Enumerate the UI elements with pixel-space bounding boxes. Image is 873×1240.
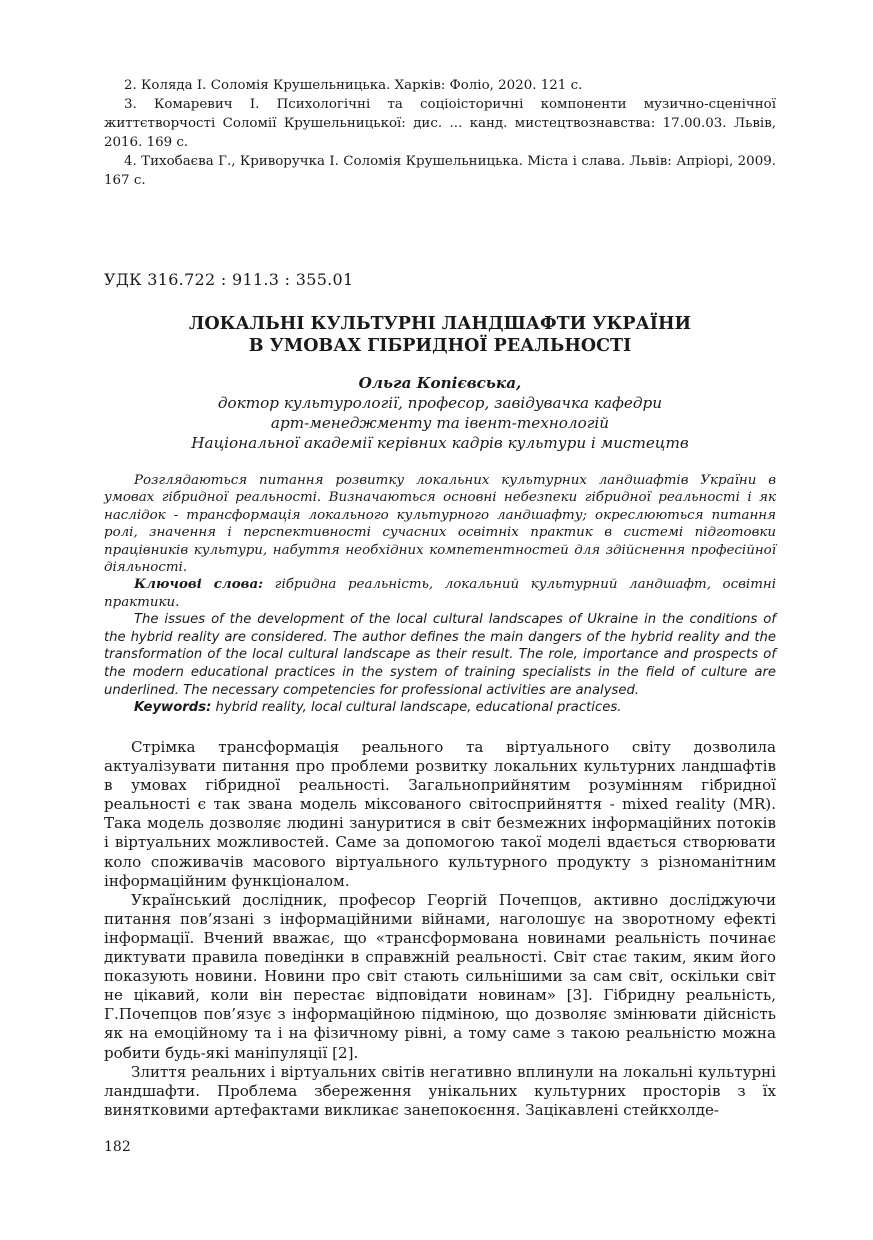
- reference-item: 4. Тихобаєва Г., Криворучка І. Соломія Крушельницька. Міста і слава. Львів: Апріорі, 2009. 167 с.: [104, 154, 776, 188]
- abstract-en: The issues of the development of the local cultural landscapes of Ukraine in the conditions of the hybrid reality are considered. The author defines the main dangers of the hybrid reality and the transformation of the local cultural landscape as their result. The role, importance and prospects of the modern educational practices in the system of training specialists in the field of culture are underlined. The necessary competencies for professional activities are analysed.: [104, 612, 776, 698]
- body-paragraph: Стрімка трансформація реального та віртуального світу дозволила актуалізувати питання про проблеми розвитку локальних культурних ландшафтів в умовах гібридної реальності. Загальноприйнятим розумінням гібридної реальності є так звана модель міксованого світосприйняття - mixed reality (MR). Така модель дозволяє людині зануритися в світ безмежних інформаційних потоків і віртуальних можливостей. Саме за допомогою такої моделі вдається створювати коло споживачів масового віртуального культурного продукту з різноманітним інформаційним функціоналом.: [104, 738, 776, 890]
- page-number: 182: [104, 1139, 131, 1155]
- udk-code: УДК 316.722 : 911.3 : 355.01: [104, 270, 354, 289]
- body-paragraph: Злиття реальних і віртуальних світів негативно вплинули на локальні культурні ландшафти. Проблема збереження унікальних культурних просторів з їх винятковими артефактами викликає занепокоєння. Зацікавлені стейкхолде-: [104, 1062, 776, 1119]
- keywords-label: Ключові слова:: [134, 576, 264, 593]
- abstract: [104, 472, 776, 717]
- reference-item: 2. Коляда І. Соломія Крушельницька. Харків: Фоліо, 2020. 121 с.: [124, 78, 583, 93]
- keywords-text: hybrid reality, local cultural landscape, educational practices.: [211, 700, 622, 716]
- keywords-label: Keywords:: [134, 700, 212, 716]
- reference-list: [104, 76, 776, 190]
- keywords-text: гібридна реальність, локальний культурний ландшафт, освітні практики.: [104, 577, 776, 610]
- author-affiliation: доктор культурології, професор, завідувачка кафедри: [217, 394, 663, 412]
- title-line: В УМОВАХ ГІБРИДНОЇ РЕАЛЬНОСТІ: [248, 336, 632, 356]
- abstract-uk: Розглядаються питання розвитку локальних культурних ландшафтів України в умовах гібридної реальності. Визначаються основні небезпеки гібридної реальності і як наслідок - трансформація локального культурного ландшафту; окреслюються питання ролі, значення і перспективності сучасних освітніх практик в системі підготовки працівників культури, набуття необхідних компетентностей для здійснення професійної діяльності.: [104, 473, 776, 576]
- keywords-uk: [104, 576, 776, 611]
- reference-item: 3. Комаревич І. Психологічні та соціоісторичні компоненти музично-сценічної життєтворчості Соломії Крушельницької: дис. ... канд. мистецтвознавства: 17.00.03. Львів, 2016. 169 с.: [104, 97, 776, 150]
- keywords-en: [104, 699, 776, 717]
- author-name: Ольга Копієвська,: [358, 374, 522, 392]
- author-affiliation: Національної академії керівних кадрів культури і мистецтв: [191, 434, 689, 452]
- body-paragraph: Український дослідник, професор Георгій Почепцов, активно досліджуючи питання пов’язані з інформаційними війнами, наголошує на зворотному ефекті інформації. Вчений вважає, що «трансформована новинами реальність починає диктувати правила поведінки в справжній реальності. Світ стає таким, яким його показують новини. Новини про світ стають сильнішими за сам світ, оскільки світ не цікавий, коли він перестає відповідати новинам» [3]. Гібридну реальність, Г.Почепцов пов’язує з інформаційною підміною, що дозволяє змінювати дійсність як на емоційному та і на фізичному рівні, а тому саме з такою реальністю можна робити будь-які маніпуляції [2].: [104, 890, 776, 1062]
- author-block: [104, 373, 776, 453]
- article-title: [104, 313, 776, 357]
- author-affiliation: арт-менеджменту та івент-технологій: [270, 414, 610, 432]
- article-body: [104, 738, 776, 1120]
- title-line: ЛОКАЛЬНІ КУЛЬТУРНІ ЛАНДШАФТИ УКРАЇНИ: [188, 314, 692, 334]
